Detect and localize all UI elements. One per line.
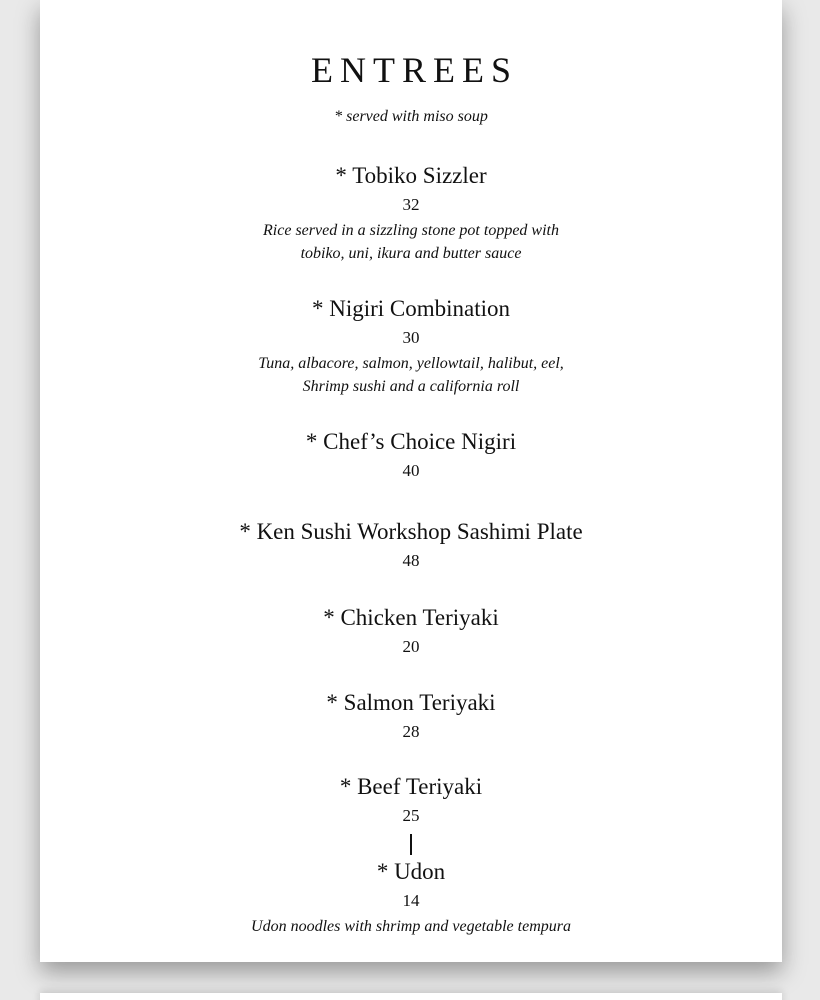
item-description <box>40 352 782 398</box>
menu-page <box>40 0 782 962</box>
item-description <box>40 219 782 265</box>
item-name: * Salmon Teriyaki <box>326 690 496 715</box>
item-description-line: Shrimp sushi and a california roll <box>302 378 520 395</box>
item-name: * Nigiri Combination <box>311 296 511 321</box>
menu-item-chicken-teriyaki <box>40 604 782 657</box>
item-price: 28 <box>402 722 420 741</box>
item-price: 40 <box>402 461 420 480</box>
item-description <box>40 915 782 938</box>
menu-item-sashimi-plate <box>40 518 782 571</box>
menu-item-nigiri-combination <box>40 295 782 398</box>
menu-item-beef-teriyaki <box>40 773 782 826</box>
page-title: ENTREES <box>311 50 518 90</box>
item-price: 25 <box>402 806 420 825</box>
menu-item-tobiko-sizzler <box>40 162 782 265</box>
item-name: * Chicken Teriyaki <box>323 605 499 630</box>
item-price: 48 <box>402 551 420 570</box>
item-name: * Chef’s Choice Nigiri <box>305 429 517 454</box>
item-name: * Tobiko Sizzler <box>335 163 487 188</box>
menu-item-chefs-choice-nigiri <box>40 428 782 481</box>
menu-item-udon <box>40 858 782 938</box>
item-price: 30 <box>402 328 420 347</box>
item-price: 20 <box>402 637 420 656</box>
menu-subtitle: * served with miso soup <box>334 108 488 125</box>
vertical-divider <box>410 834 412 855</box>
item-description-line: Udon noodles with shrimp and vegetable tempura <box>251 918 571 935</box>
next-page-edge <box>40 993 782 1000</box>
item-description-line: Rice served in a sizzling stone pot topped with <box>263 222 559 239</box>
item-price: 32 <box>402 195 420 214</box>
item-name: * Beef Teriyaki <box>339 774 483 799</box>
item-price: 14 <box>402 891 420 910</box>
item-description-line: Tuna, albacore, salmon, yellowtail, halibut, eel, <box>258 355 564 372</box>
item-name: * Udon <box>376 859 446 884</box>
item-name: * Ken Sushi Workshop Sashimi Plate <box>239 519 583 544</box>
menu-item-salmon-teriyaki <box>40 689 782 742</box>
item-description-line: tobiko, uni, ikura and butter sauce <box>300 245 522 262</box>
